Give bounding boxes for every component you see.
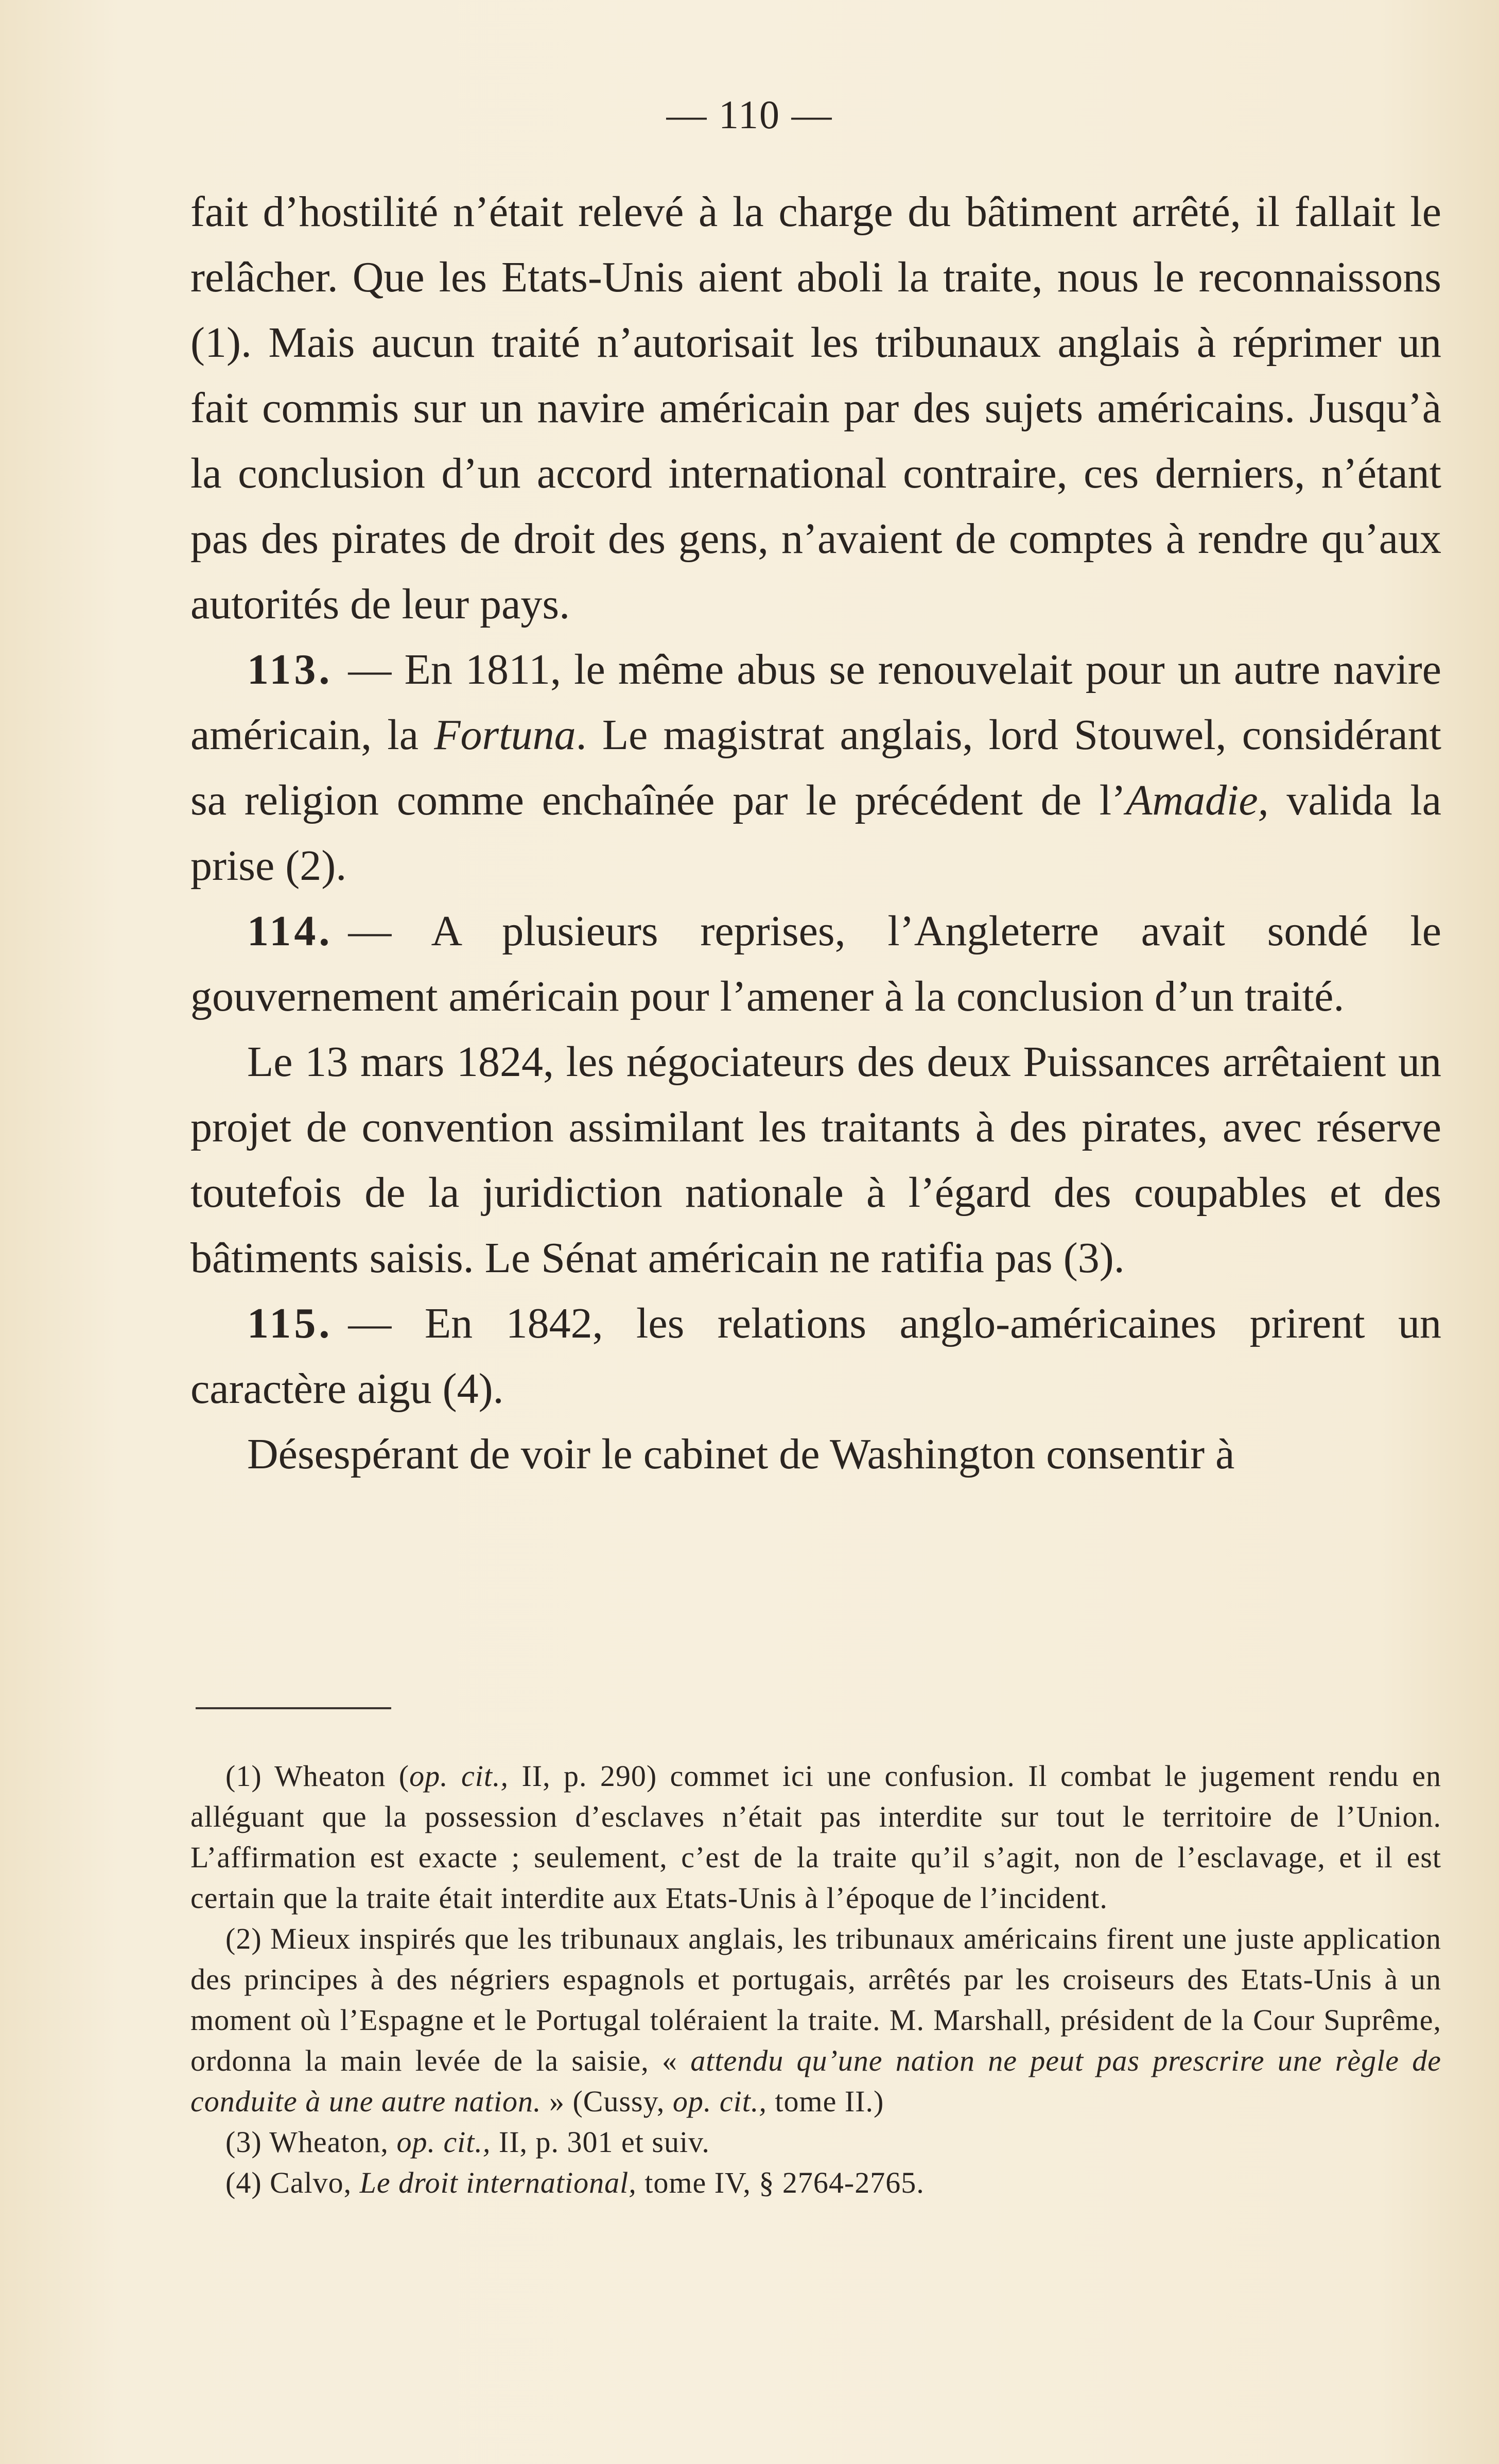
paragraph-114: 114. — A plusieurs reprises, l’Angleterre avait sondé le gouvernement américain pour l’amener à la conclusion d’un traité. [190, 907, 1441, 1020]
paragraph-number: 114. [247, 907, 333, 955]
footnote-2: (2) Mieux inspirés que les tribunaux anglais, les tribunaux américains firent une juste application des principes à des négriers espagnols et portugais, arrêtés par les croiseurs des Etats-Unis à un moment où l’Espagne et le Portugal toléraient la traite. M. Marshall, président de la Cour Suprême, ordonna la main levée de la saisie, « attendu qu’une nation ne peut pas prescrire une règle de conduite à une autre nation. » (Cussy, op. cit., tome II.) [190, 1922, 1441, 2118]
paragraph-number: 115. [247, 1299, 333, 1347]
book-title: Le droit international, [359, 2166, 637, 2199]
paragraph-115: 115. — En 1842, les relations anglo-américaines prirent un caractère aigu (4). [190, 1299, 1441, 1413]
footnotes [190, 1756, 1441, 2203]
page-number: — 110 — [666, 92, 833, 137]
footnote-4: (4) Calvo, Le droit international, tome IV, § 2764-2765. [225, 2166, 925, 2199]
paragraph-1824-convention: Le 13 mars 1824, les négociateurs des deux Puissances arrêtaient un projet de convention assimilant les traitants à des pirates, avec réserve toutefois de la juridiction nationale à l’égard des coupables et des bâtiments saisis. Le Sénat américain ne ratifia pas (3). [190, 1038, 1441, 1282]
footnote-3: (3) Wheaton, op. cit., II, p. 301 et suiv. [225, 2125, 710, 2159]
ship-name-amadie: Amadie, [1126, 776, 1269, 824]
footnote-divider [196, 1707, 391, 1709]
footnote-1: (1) Wheaton (op. cit., II, p. 290) commet ici une confusion. Il combat le jugement rendu en alléguant que la possession d’esclaves n’était pas interdite sur tout le territoire de l’Union. L’affirmation est exacte ; seulement, c’est de la traite qu’il s’agit, non de l’esclavage, et il est certain que la traite était interdite aux Etats-Unis à l’époque de l’incident. [190, 1759, 1441, 1915]
quotation: attendu qu’une nation ne peut pas prescrire une règle de conduite à une autre nation. [190, 2044, 1441, 2118]
body-text [190, 179, 1441, 1487]
ship-name-fortuna: Fortuna [434, 711, 576, 759]
paragraph-113: 113. — En 1811, le même abus se renouvelait pour un autre navire américain, la Fortuna. Le magistrat anglais, lord Stouwel, considérant sa religion comme enchaînée par le précédent de l’Amadie, valida la prise (2). [190, 646, 1441, 890]
paragraph-washington: Désespérant de voir le cabinet de Washington consentir à [247, 1430, 1235, 1478]
paragraph-continuation: fait d’hostilité n’était relevé à la charge du bâtiment arrêté, il fallait le relâcher. Que les Etats-Unis aient aboli la traite, nous le reconnaissons (1). Mais aucun traité n’autorisait les tribunaux anglais à réprimer un fait commis sur un navire américain par des sujets américains. Jusqu’à la conclusion d’un accord international contraire, ces derniers, n’étant pas des pirates de droit des gens, n’avaient de comptes à rendre qu’aux autorités de leur pays. [190, 188, 1441, 628]
paragraph-number: 113. [247, 646, 333, 693]
